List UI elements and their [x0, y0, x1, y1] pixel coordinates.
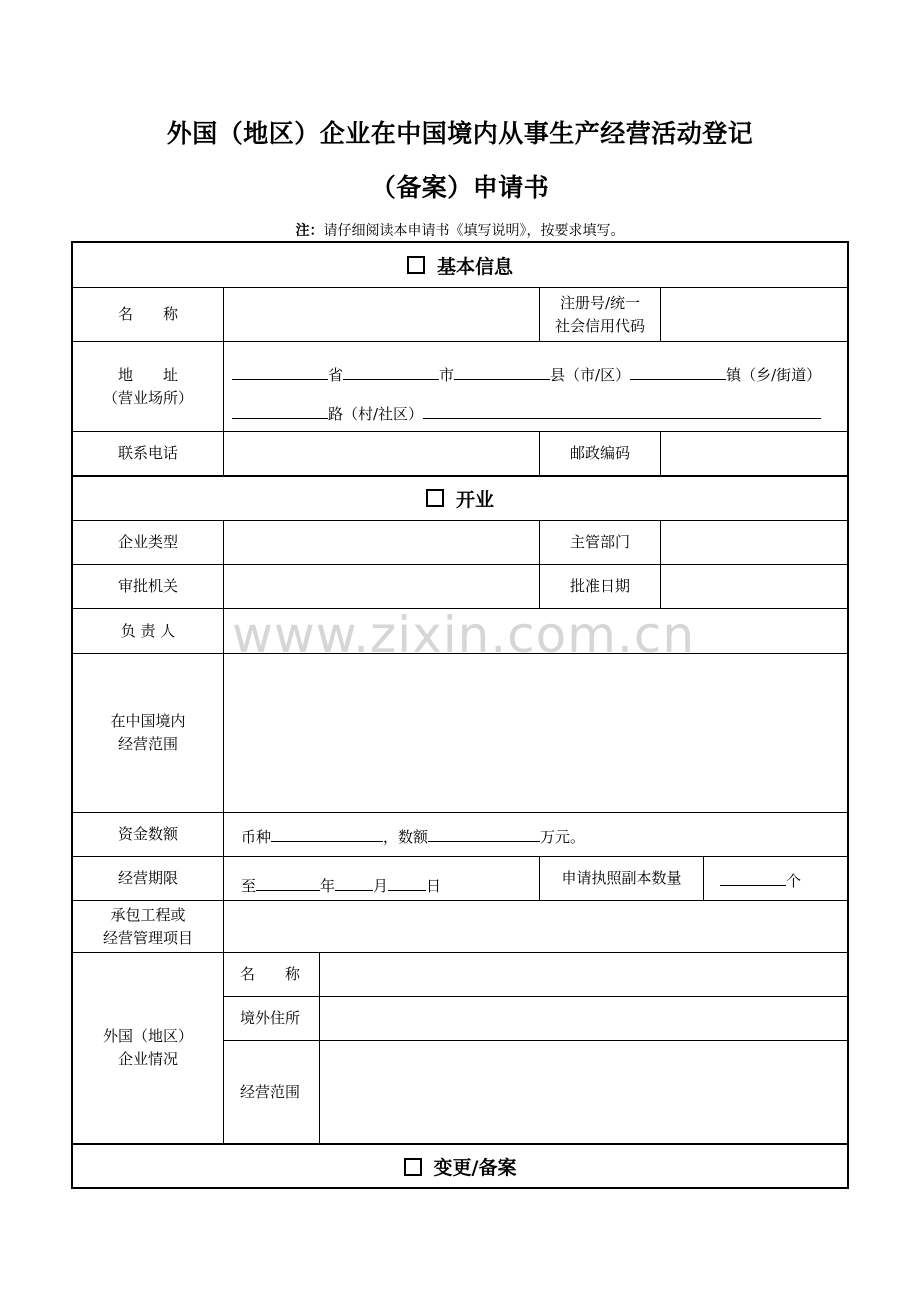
unit-text: 万元。: [540, 828, 586, 846]
checkbox-basic-info[interactable]: [407, 256, 425, 274]
foreign-enterprise-label: [73, 953, 223, 1143]
section-change-label: 变更/备案: [433, 1157, 517, 1179]
supervisor-dept-input[interactable]: [661, 521, 847, 564]
address-line-1[interactable]: [232, 363, 821, 385]
road-text: 路（村/社区）: [328, 405, 424, 423]
term-day-blank[interactable]: [388, 874, 426, 891]
term-month-text: 月: [373, 877, 389, 895]
supervisor-dept-label: 主管部门: [569, 533, 630, 551]
project-label-line1: 承包工程或: [110, 905, 186, 924]
form-title-line1: 外国（地区）企业在中国境内从事生产经营活动登记: [166, 119, 754, 148]
principal-label: 负 责 人: [120, 621, 176, 640]
address-label: [73, 342, 223, 431]
name-label: 名 称: [117, 305, 178, 323]
license-copies-blank[interactable]: [720, 869, 786, 886]
currency-text: 币种: [241, 828, 272, 846]
town-blank[interactable]: [630, 363, 726, 380]
amount-blank[interactable]: [428, 825, 540, 842]
reg-code-label-line1: 注册号/统一: [559, 293, 641, 312]
reg-code-label-line2: 社会信用代码: [554, 316, 645, 335]
currency-blank[interactable]: [271, 825, 383, 842]
foreign-enterprise-label-line1: 外国（地区）: [102, 1027, 193, 1045]
road-blank[interactable]: [232, 402, 328, 419]
province-text: 省: [328, 366, 344, 384]
section-change[interactable]: [73, 1144, 847, 1189]
note-text: 请仔细阅读本申请书《填写说明》，按要求填写。: [323, 223, 625, 239]
postcode-label: 邮政编码: [569, 444, 630, 462]
license-copies-line[interactable]: [720, 869, 801, 891]
col-divider: [703, 856, 704, 900]
term-month-blank[interactable]: [335, 874, 373, 891]
form-title-line2: （备案）申请书: [370, 173, 550, 202]
approval-authority-input[interactable]: [224, 565, 539, 608]
fill-instruction-note: [0, 220, 920, 240]
reg-code-label: [540, 288, 660, 341]
china-scope-label: [73, 654, 223, 812]
watermark: www.zixin.com.cn: [232, 606, 696, 664]
term-year-blank[interactable]: [256, 874, 320, 891]
postcode-input[interactable]: [661, 432, 847, 475]
foreign-name-input[interactable]: [320, 953, 847, 996]
china-scope-label-line2: 经营范围: [117, 735, 178, 753]
term-day-text: 日: [426, 877, 442, 895]
address-label-line1: 地 址: [117, 365, 178, 384]
section-basic-label: 基本信息: [436, 255, 513, 278]
china-scope-input[interactable]: [224, 654, 847, 812]
section-open-label: 开业: [455, 488, 494, 511]
county-blank[interactable]: [454, 363, 550, 380]
city-text: 市: [439, 366, 455, 384]
approval-authority-label: 审批机关: [117, 577, 178, 595]
license-copies-label: 申请执照副本数量: [561, 869, 682, 887]
amount-text: ，数额: [383, 828, 429, 846]
address-line-2[interactable]: [232, 402, 821, 424]
phone-label: 联系电话: [117, 444, 178, 462]
section-open[interactable]: [73, 476, 847, 520]
enterprise-type-label: 企业类型: [117, 533, 178, 551]
term-to-text: 至: [241, 877, 257, 895]
foreign-address-input[interactable]: [320, 997, 847, 1040]
application-form-table: [71, 241, 849, 1189]
foreign-name-label: 名 称: [240, 965, 301, 983]
section-basic-info[interactable]: [73, 243, 847, 287]
checkbox-open[interactable]: [426, 489, 444, 507]
name-input[interactable]: [224, 288, 539, 341]
approval-date-input[interactable]: [661, 565, 847, 608]
china-scope-label-line1: 在中国境内: [110, 712, 186, 730]
enterprise-type-input[interactable]: [224, 521, 539, 564]
note-label: 注：: [295, 223, 324, 239]
project-label-line2: 经营管理项目: [102, 928, 193, 947]
province-blank[interactable]: [232, 363, 328, 380]
foreign-enterprise-label-line2: 企业情况: [117, 1050, 178, 1068]
phone-input[interactable]: [224, 432, 539, 475]
foreign-address-label: 境外住所: [240, 1009, 301, 1027]
foreign-scope-label: 经营范围: [240, 1082, 301, 1101]
foreign-scope-input[interactable]: [320, 1041, 847, 1143]
address-label-line2: （营业场所）: [102, 388, 193, 407]
capital-line[interactable]: [241, 825, 585, 847]
license-copies-unit: 个: [786, 872, 802, 890]
approval-date-label: 批准日期: [569, 577, 630, 595]
capital-label: 资金数额: [117, 825, 178, 843]
project-input[interactable]: [224, 901, 847, 952]
town-text: 镇（乡/街道）: [726, 366, 822, 384]
term-line[interactable]: [241, 874, 441, 896]
reg-code-input[interactable]: [661, 288, 847, 341]
term-year-text: 年: [320, 877, 336, 895]
project-label: [73, 901, 223, 952]
term-label: 经营期限: [117, 869, 178, 887]
checkbox-change[interactable]: [404, 1158, 422, 1176]
address-detail-blank[interactable]: [423, 402, 821, 419]
city-blank[interactable]: [343, 363, 439, 380]
county-text: 县（市/区）: [550, 366, 631, 384]
